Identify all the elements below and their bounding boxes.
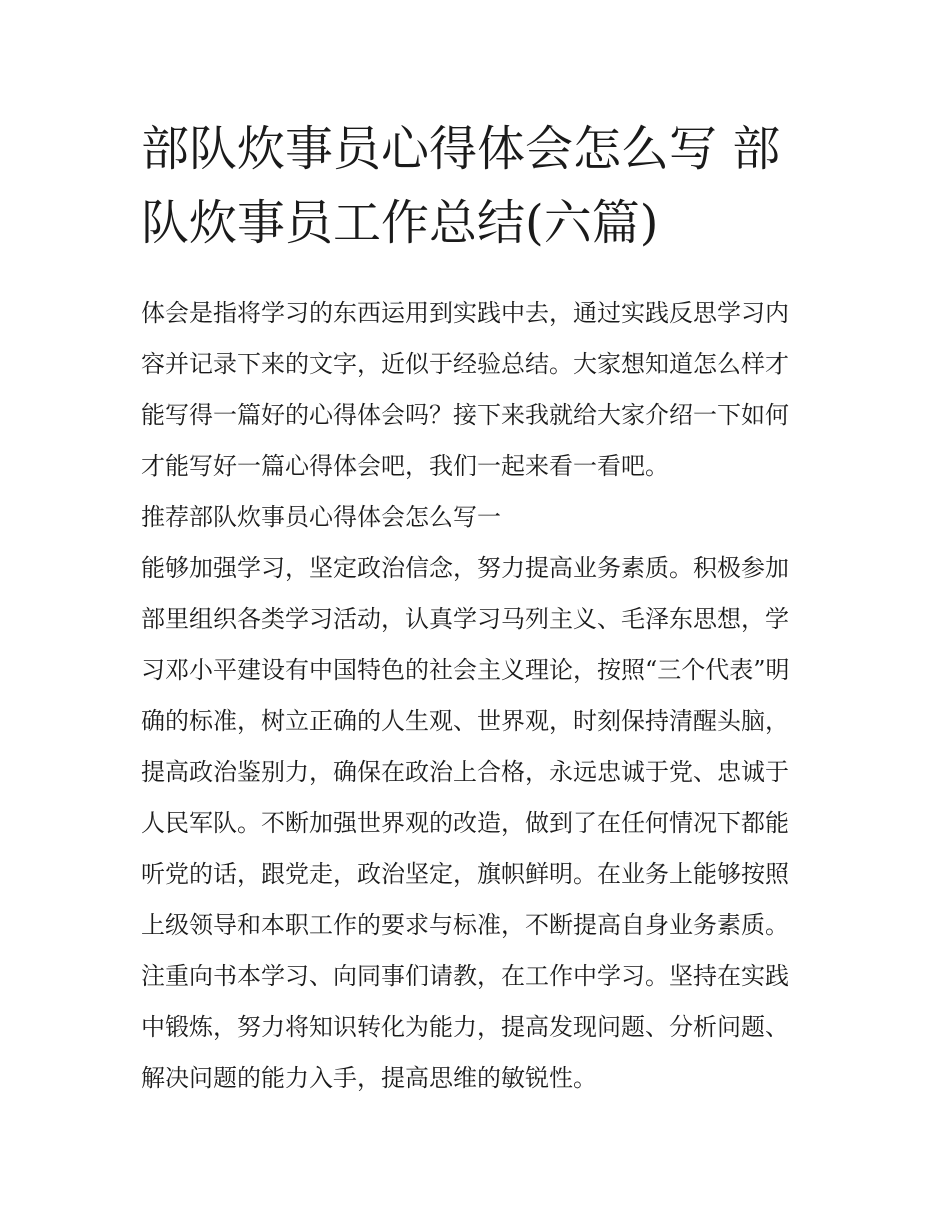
text-line: 确的标准，树立正确的人生观、世界观，时刻保持清醒头脑，	[141, 707, 789, 735]
text-line: 能写得一篇好的心得体会吗？接下来我就给大家介绍一下如何	[141, 401, 789, 429]
text-line: 注重向书本学习、向同事们请教，在工作中学习。坚持在实践	[141, 962, 789, 990]
text-line: 部里组织各类学习活动，认真学习马列主义、毛泽东思想，学	[141, 605, 789, 633]
text-line: 解决问题的能力入手，提高思维的敏锐性。	[141, 1064, 597, 1092]
text-line: 习邓小平建设有中国特色的社会主义理论，按照“三个代表”明	[141, 656, 790, 684]
section-paragraph	[141, 543, 813, 1104]
text-line: 容并记录下来的文字，近似于经验总结。大家想知道怎么样才	[141, 350, 789, 378]
title-line: 队炊事员工作总结(六篇)	[141, 195, 659, 251]
text-line: 体会是指将学习的东西运用到实践中去，通过实践反思学习内	[141, 299, 789, 327]
intro-paragraph	[141, 288, 813, 492]
document-body	[141, 288, 813, 1104]
text-line: 中锻炼，努力将知识转化为能力，提高发现问题、分析问题、	[141, 1013, 789, 1041]
text-line: 提高政治鉴别力，确保在政治上合格，永远忠诚于党、忠诚于	[141, 758, 789, 786]
text-line: 听党的话，跟党走，政治坚定，旗帜鲜明。在业务上能够按照	[141, 860, 789, 888]
document-title	[141, 112, 813, 260]
text-line: 上级领导和本职工作的要求与标准，不断提高自身业务素质。	[141, 911, 789, 939]
document-page	[141, 112, 813, 1104]
title-line: 部队炊事员心得体会怎么写 部	[141, 121, 781, 177]
text-line: 人民军队。不断加强世界观的改造，做到了在任何情况下都能	[141, 809, 789, 837]
text-line: 能够加强学习，坚定政治信念，努力提高业务素质。积极参加	[141, 554, 789, 582]
section-heading: 推荐部队炊事员心得体会怎么写一	[141, 503, 501, 531]
text-line: 才能写好一篇心得体会吧，我们一起来看一看吧。	[141, 452, 669, 480]
